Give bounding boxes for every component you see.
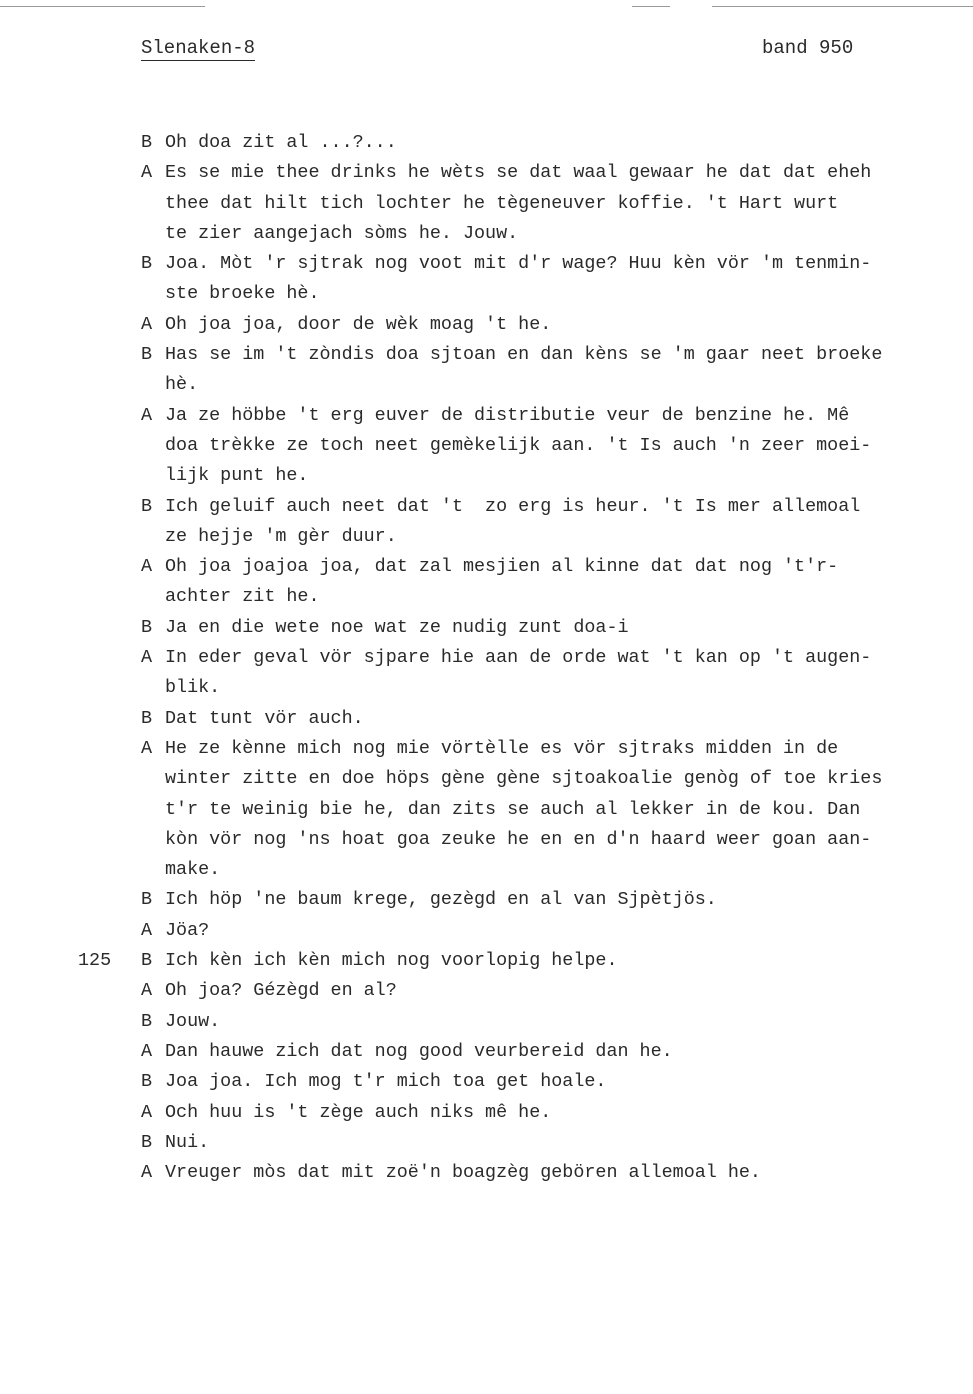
speaker-label: B xyxy=(141,707,153,729)
speaker-label: A xyxy=(141,313,153,335)
transcript-turn xyxy=(0,1128,973,1158)
speaker-label: B xyxy=(141,1071,153,1093)
speaker-label: B xyxy=(141,1131,153,1153)
transcript-turn xyxy=(0,946,973,976)
transcript-turn xyxy=(0,128,973,158)
utterance-text: Joa. Mòt 'r sjtrak nog voot mit d'r wage? Huu kèn vör 'm tenmin- ste broeke hè. xyxy=(165,253,872,305)
top-rule xyxy=(0,6,205,7)
transcript-turn xyxy=(0,1007,973,1037)
speaker-label: B xyxy=(141,616,153,638)
transcript-turn xyxy=(0,492,973,553)
transcript xyxy=(0,128,973,1188)
document-location-label: Slenaken-8 xyxy=(141,37,256,59)
utterance-text: Oh joa joajoa joa, dat zal mesjien al kinne dat dat nog 't'r- achter zit he. xyxy=(165,556,839,608)
top-rule xyxy=(712,6,973,7)
utterance-text: Vreuger mòs dat mit zoë'n boagzèg gebören allemoal he. xyxy=(165,1162,761,1184)
transcript-turn xyxy=(0,1098,973,1128)
speaker-label: A xyxy=(141,556,153,578)
speaker-label: B xyxy=(141,132,153,153)
transcript-turn xyxy=(0,1067,973,1097)
speaker-label: A xyxy=(141,162,153,184)
speaker-label: B xyxy=(141,1010,153,1032)
utterance-text: Nui. xyxy=(165,1131,210,1153)
transcript-turn xyxy=(0,552,973,613)
speaker-label: A xyxy=(141,647,153,669)
utterance-text: Ich geluif auch neet dat 't zo erg is heur. 't Is mer allemoal ze hejje 'm gèr duur. xyxy=(165,495,861,547)
speaker-label: A xyxy=(141,737,153,759)
speaker-label: B xyxy=(141,253,153,275)
speaker-label: B xyxy=(141,495,153,517)
utterance-text: Jöa? xyxy=(165,919,210,941)
page-header xyxy=(0,36,973,66)
transcript-turn xyxy=(0,1158,973,1188)
transcript-turn xyxy=(0,734,973,885)
utterance-text: In eder geval vör sjpare hie aan de orde wat 't kan op 't augen- blik. xyxy=(165,647,872,699)
speaker-label: A xyxy=(141,1162,153,1184)
speaker-label: B xyxy=(141,950,153,972)
transcript-turn xyxy=(0,1037,973,1067)
top-rule xyxy=(632,6,670,7)
utterance-text: Jouw. xyxy=(165,1010,221,1032)
speaker-label: A xyxy=(141,980,153,1002)
transcript-turn xyxy=(0,916,973,946)
transcript-turn xyxy=(0,401,973,492)
line-number: 125 xyxy=(78,950,112,972)
transcript-turn xyxy=(0,613,973,643)
transcript-turn xyxy=(0,885,973,915)
utterance-text: He ze kènne mich nog mie vörtèlle es vör sjtraks midden in de winter zitte en doe höps gène gène sjtoakoalie genòg of toe kries t'r te weinig bie he, dan zits se auch al lekker in de kou. Dan kòn vör nog 'ns hoat goa zeuke he en en d'n haard weer goan aan- make. xyxy=(165,737,883,881)
utterance-text: Och huu is 't zège auch niks mê he. xyxy=(165,1101,552,1123)
utterance-text: Dat tunt vör auch. xyxy=(165,707,364,729)
transcript-turn xyxy=(0,310,973,340)
utterance-text: Ja ze höbbe 't erg euver de distributie veur de benzine he. Mê doa trèkke ze toch neet gemèkelijk aan. 't Is auch 'n zeer moei- lijk punt he. xyxy=(165,404,872,487)
speaker-label: B xyxy=(141,344,153,366)
utterance-text: Ich kèn ich kèn mich nog voorlopig helpe. xyxy=(165,950,618,972)
utterance-text: Oh doa zit al ...?... xyxy=(165,132,397,153)
utterance-text: Joa joa. Ich mog t'r mich toa get hoale. xyxy=(165,1071,607,1093)
transcript-turn xyxy=(0,976,973,1006)
utterance-text: Oh joa joa, door de wèk moag 't he. xyxy=(165,313,552,335)
utterance-text: Ja en die wete noe wat ze nudig zunt doa-i xyxy=(165,616,629,638)
transcript-turn xyxy=(0,249,973,310)
transcript-turn xyxy=(0,158,973,249)
utterance-text: Dan hauwe zich dat nog good veurbereid dan he. xyxy=(165,1040,673,1062)
speaker-label: A xyxy=(141,1101,153,1123)
speaker-label: A xyxy=(141,1040,153,1062)
speaker-label: A xyxy=(141,404,153,426)
tape-number-label: band 950 xyxy=(762,37,854,59)
transcript-turn xyxy=(0,704,973,734)
utterance-text: Has se im 't zòndis doa sjtoan en dan kèns se 'm gaar neet broeke hè. xyxy=(165,344,883,396)
speaker-label: A xyxy=(141,919,153,941)
utterance-text: Ich höp 'ne baum krege, gezègd en al van Sjpètjös. xyxy=(165,889,717,911)
utterance-text: Es se mie thee drinks he wèts se dat waal gewaar he dat dat eheh thee dat hilt tich lochter he tègeneuver koffie. 't Hart wurt te zier aangejach sòms he. Jouw. xyxy=(165,162,872,244)
speaker-label: B xyxy=(141,889,153,911)
transcript-turn xyxy=(0,340,973,401)
transcript-turn xyxy=(0,643,973,704)
utterance-text: Oh joa? Gézègd en al? xyxy=(165,980,397,1002)
